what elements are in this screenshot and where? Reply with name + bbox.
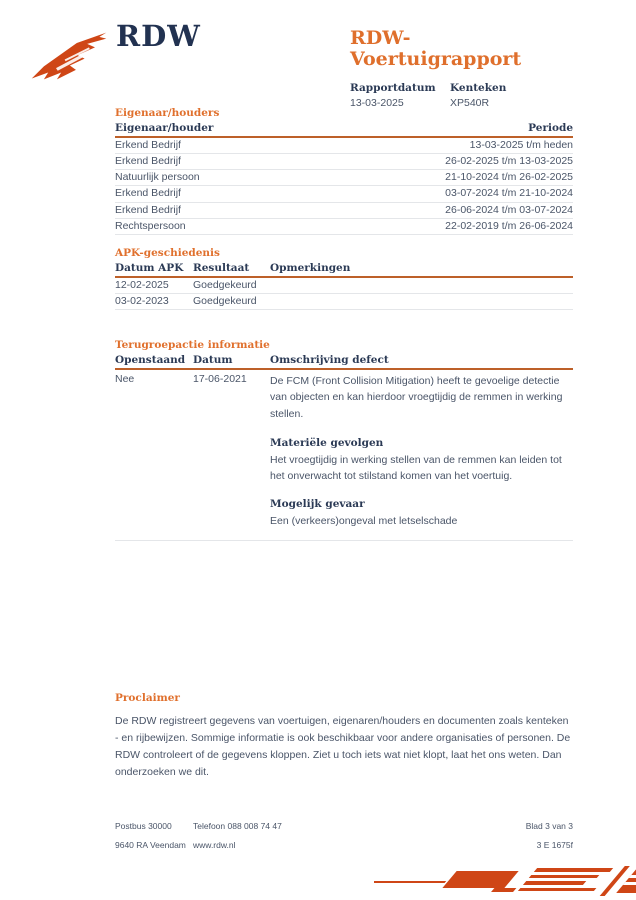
- kenteken-value: XP540R: [450, 96, 490, 109]
- footer-doc-code: 3 E 1675f: [536, 840, 573, 850]
- owner-type: Erkend Bedrijf: [115, 139, 181, 151]
- footer-address2: 9640 RA Veendam: [115, 840, 186, 850]
- footer-website[interactable]: www.rdw.nl: [193, 840, 236, 850]
- owner-period: 13-03-2025 t/m heden: [469, 139, 573, 151]
- owner-type: Erkend Bedrijf: [115, 187, 181, 200]
- owner-type: Rechtspersoon: [115, 219, 186, 232]
- recall-consequences: [270, 437, 573, 485]
- owners-col-period: Periode: [528, 122, 573, 134]
- owners-table-header: [115, 122, 573, 138]
- proclaimer-heading: Proclaimer: [115, 692, 180, 704]
- rdw-logo: [28, 19, 201, 82]
- meta-kenteken: [450, 82, 506, 109]
- apk-col-datum: Datum APK: [115, 262, 184, 274]
- owner-type: Erkend Bedrijf: [115, 155, 181, 168]
- footer-phone: Telefoon 088 008 74 47: [193, 821, 282, 831]
- kenteken-label: Kenteken: [450, 81, 507, 94]
- footer: [115, 821, 573, 859]
- danger-heading: Mogelijk gevaar: [270, 498, 365, 511]
- page-title: RDW-Voertuigrapport: [350, 27, 522, 70]
- footer-row: [115, 840, 573, 850]
- consequences-heading: Materiële gevolgen: [270, 436, 384, 449]
- section-apk: [115, 247, 573, 310]
- rapportdatum-value: 13-03-2025: [350, 96, 404, 109]
- table-row: [115, 294, 573, 310]
- apk-col-opmerkingen: Opmerkingen: [270, 262, 351, 274]
- rdw-feather-icon: [28, 30, 110, 82]
- apk-date: 12-02-2025: [115, 279, 169, 291]
- section-proclaimer: [115, 692, 573, 781]
- recall-table-header: [115, 354, 573, 370]
- footer-page-label: Blad 3 van 3: [525, 821, 573, 831]
- owners-col-type: Eigenaar/houder: [115, 122, 214, 134]
- table-row: [115, 186, 573, 202]
- owner-period: 22-02-2019 t/m 26-06-2024: [445, 219, 573, 232]
- section-owners: [115, 107, 573, 235]
- recall-defect-text: De FCM (Front Collision Mitigation) heeft te gevoelige detectie van objecten en kan hierdoor vroegtijdig de remmen in werking stellen.: [270, 375, 563, 420]
- apk-heading: APK-geschiedenis: [115, 247, 220, 259]
- section-recall: [115, 339, 573, 541]
- rdw-logo-text: RDW: [116, 19, 201, 53]
- table-row: [115, 154, 573, 170]
- recall-col-defect: Omschrijving defect: [270, 354, 389, 366]
- owner-type: Erkend Bedrijf: [115, 203, 181, 216]
- table-row: [115, 170, 573, 186]
- recall-openstaand: Nee: [115, 373, 135, 385]
- meta-rapportdatum: [350, 82, 450, 109]
- owner-period: 21-10-2024 t/m 26-02-2025: [445, 171, 573, 184]
- apk-remark: [270, 295, 573, 308]
- recall-heading: Terugroepactie informatie: [115, 339, 270, 351]
- table-row: [115, 278, 573, 294]
- recall-datum: 17-06-2021: [193, 373, 247, 385]
- footer-row: [115, 821, 573, 831]
- footer-address1: Postbus 30000: [115, 821, 172, 831]
- table-row: [115, 370, 573, 423]
- apk-date: 03-02-2023: [115, 295, 169, 308]
- apk-result: Goedgekeurd: [193, 279, 257, 291]
- owners-heading: Eigenaar/houders: [115, 107, 220, 119]
- report-meta: [350, 82, 576, 109]
- danger-text: Een (verkeers)ongeval met letselschade: [270, 515, 458, 528]
- owner-period: 03-07-2024 t/m 21-10-2024: [445, 187, 573, 200]
- apk-table-header: [115, 262, 573, 278]
- recall-col-openstaand: Openstaand: [115, 354, 186, 366]
- rapportdatum-label: Rapportdatum: [350, 81, 436, 94]
- section-divider: [115, 540, 573, 541]
- rdw-flag-graphic-icon: [374, 866, 636, 898]
- table-row: [115, 219, 573, 235]
- recall-col-datum: Datum: [193, 354, 233, 366]
- table-row: [115, 138, 573, 154]
- recall-danger: [270, 498, 573, 529]
- owner-type: Natuurlijk persoon: [115, 171, 200, 184]
- title-block: [350, 28, 576, 109]
- apk-col-resultaat: Resultaat: [193, 262, 250, 274]
- table-row: [115, 203, 573, 219]
- proclaimer-text: De RDW registreert gegevens van voertuigen, eigenaren/houders en documenten zoals kenteken - en rijbewijzen. Sommige informatie is ook beschikbaar voor andere organisaties of personen. De RDW controleert of de gegevens kloppen. Ziet u toch iets wat niet klopt, laat het ons weten. Dan onderzoeken we dit.: [115, 715, 571, 778]
- apk-result: Goedgekeurd: [193, 295, 257, 308]
- consequences-text: Het vroegtijdig in werking stellen van de remmen kan leiden tot het onverwacht tot stilstand komen van het voertuig.: [270, 453, 562, 483]
- apk-remark: [270, 279, 573, 292]
- owner-period: 26-02-2025 t/m 13-03-2025: [445, 155, 573, 168]
- owner-period: 26-06-2024 t/m 03-07-2024: [445, 203, 573, 216]
